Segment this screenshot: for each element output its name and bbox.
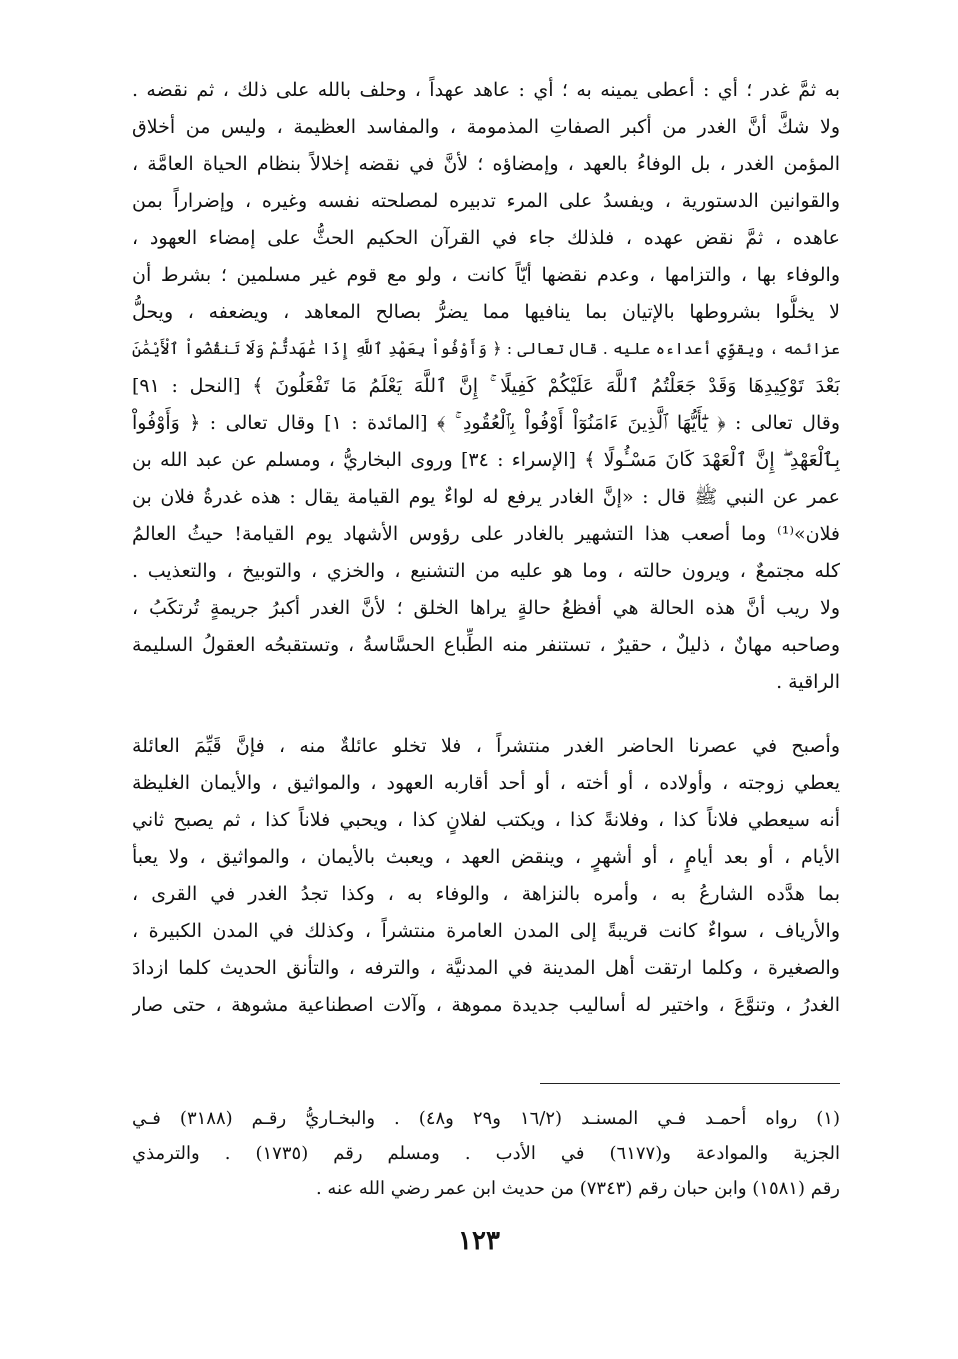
text-line: أنه سيعطي فلاناً كذا ، وفلانةً كذا ، ويكتب لفلانٍ كذا ، ويحبي فلاناً كذا ، ثم يصبح ثاني [132,809,840,831]
text-line: والأرياف ، سواءٌ كانت قريبةً إلى المدن العامرة منتشراً ، وكذلك في المدن الكبيرة ، [132,920,840,942]
quran-verse-line: عزائمه ، ويقوِّي أعداءه عليه . قال تعالى : ﴿ وَأَوْفُواْ بِعَهْدِ ٱللَّهِ إِذَا عَٰهَدتُّمْ وَلَا تَنقُضُواْ ٱلْأَيْمَٰنَ [132,339,840,358]
footnote-line: رقم (١٥٨١) وابن حبان رقم (٧٣٤٣) من حديث ابن عمر رضي الله عنه . [315,1178,840,1199]
footnote-line: (١) رواه أحمـد فـي المسنـد (١٦/٢ و٢٩ و٤٨) . والبخـاريُّ رقـم (٣١٨٨) فـي [132,1108,840,1129]
page-number: ١٢٣ [458,1226,500,1256]
text-line: والصغيرة ، وكلما ارتقت أهل المدينة في المدنيَّة ، والترفه ، والتأنق الحديث كلما ازدادَ [132,957,840,979]
text-line: الغدرُ ، وتنوَّعَ ، واختير له أساليب جديدة مموهة ، وآلات اصطناعية مشوهة ، حتى صار [132,994,840,1016]
footnote-divider [540,1083,840,1084]
text-line: وأصبح في عصرنا الحاضر الغدر منتشراً ، فلا تخلو عائلةٌ منه ، فإنَّ قَيِّمَ العائلة [132,735,840,757]
text-line: ولا شكَّ أنَّ الغدر من أكبر الصفاتِ المذمومة ، والمفاسد العظيمة ، وليس من أخلاق [132,116,840,138]
text-line: الراقية . [776,671,840,693]
text-line: كله مجتمعٌ ، ويرون حالته ، وما هو عليه من التشنيع ، والخزي ، والتوبيخ ، والتعذيب . [132,560,840,582]
quran-verse-line: بِٱلْعَهْدِ ۖ إِنَّ ٱلْعَهْدَ كَانَ مَسْـُٔولًا ﴾ [الإسراء : ٣٤] وروى البخاريُّ ، ومسلم عن عبد الله بن [132,449,840,471]
text-line: لا يخلُّوا بشروطها بالإتيان بما ينافيها مما يضرُّ بصالح المعاهد ، ويضعفه ، ويحلُّ [132,301,840,323]
text-line: به ثمَّ غدر ؛ أي : أعطى يمينه به ؛ أي : عاهد عهداً ، وحلف بالله على ذلك ، ثم نقضه . [132,79,840,101]
text-line: والقوانين الدستورية ، ويفسدُ على المرء تدبيره لمصلحته نفسه وغيره ، وإضراراً بمن [132,190,840,212]
text-line: فلان»⁽¹⁾ وما أصعب هذا التشهير بالغادر على رؤوس الأشهاد يوم القيامة! حيثُ العالمُ [132,523,840,545]
text-line: يعطي زوجته ، وأولاده ، أو أخته ، أو أحد أقاربه العهود ، والمواثيق ، والأيمان الغليظة [132,772,840,794]
quran-verse-line: بَعْدَ تَوْكِيدِهَا وَقَدْ جَعَلْتُمُ ٱللَّهَ عَلَيْكُمْ كَفِيلًا ۚ إِنَّ ٱللَّهَ يَعْلَمُ مَا تَفْعَلُونَ ﴾ [النحل : ٩١] [132,375,840,397]
text-line: الأيام ، أو بعد أيامٍ ، أو أشهرٍ ، وينقض العهد ، ويعبث بالأيمان ، والمواثيق ، ولا يعبأ [132,846,840,868]
quran-verse-line: وقال تعالى : ﴿ يَٰٓأَيُّهَا ٱلَّذِينَ ءَامَنُوٓاْ أَوْفُواْ بِٱلْعُقُودِ ۚ ﴾ [المائدة : ١] وقال تعالى : ﴿ وَأَوْفُواْ [132,412,840,434]
text-line: وصاحبه مهانٌ ، ذليلٌ ، حقيرٌ ، تستنفر منه الطِّباع الحسَّاسةُ ، وتستقبحُه العقولُ السليمة [132,634,840,656]
text-line: عاهده ، ثمَّ نقض عهده ، فلذلك جاء في القرآن الحكيم الحثُّ على إمضاء العهود ، [132,227,840,249]
footnote-line: الجزية والموادعة و(٦١٧٧) في الأدب . ومسلم رقم (١٧٣٥) . والترمذي [132,1143,840,1164]
hadith-line: عمر عن النبي ﷺ قال : «إنَّ الغادر يرفع له لواءٌ يوم القيامة يقال : هذه غدرةُ فلان بن [132,486,840,508]
text-line: والوفاء بها ، والتزامها ، وعدم نقضها أيّاً كانت ، ولو مع قوم غير مسلمين ؛ بشرط أن [132,264,840,286]
text-line: المؤمن الغدر ، بل الوفاءُ بالعهد ، وإمضاؤه ؛ لأنَّ في نقضه إخلالاً بنظام الحياة العامَّة ، [132,153,840,175]
text-line: بما هدَّده الشارعُ به ، وأمره بالنزاهة ، والوفاء به ، وكذا تجدُ الغدر في القرى ، [132,883,840,905]
text-line: ولا ريب أنَّ هذه الحالة هي أفظعُ حالةٍ يراها الخلق ؛ لأنَّ الغدر أكبرُ جريمةٍ تُرتكَبُ ، [132,597,840,619]
